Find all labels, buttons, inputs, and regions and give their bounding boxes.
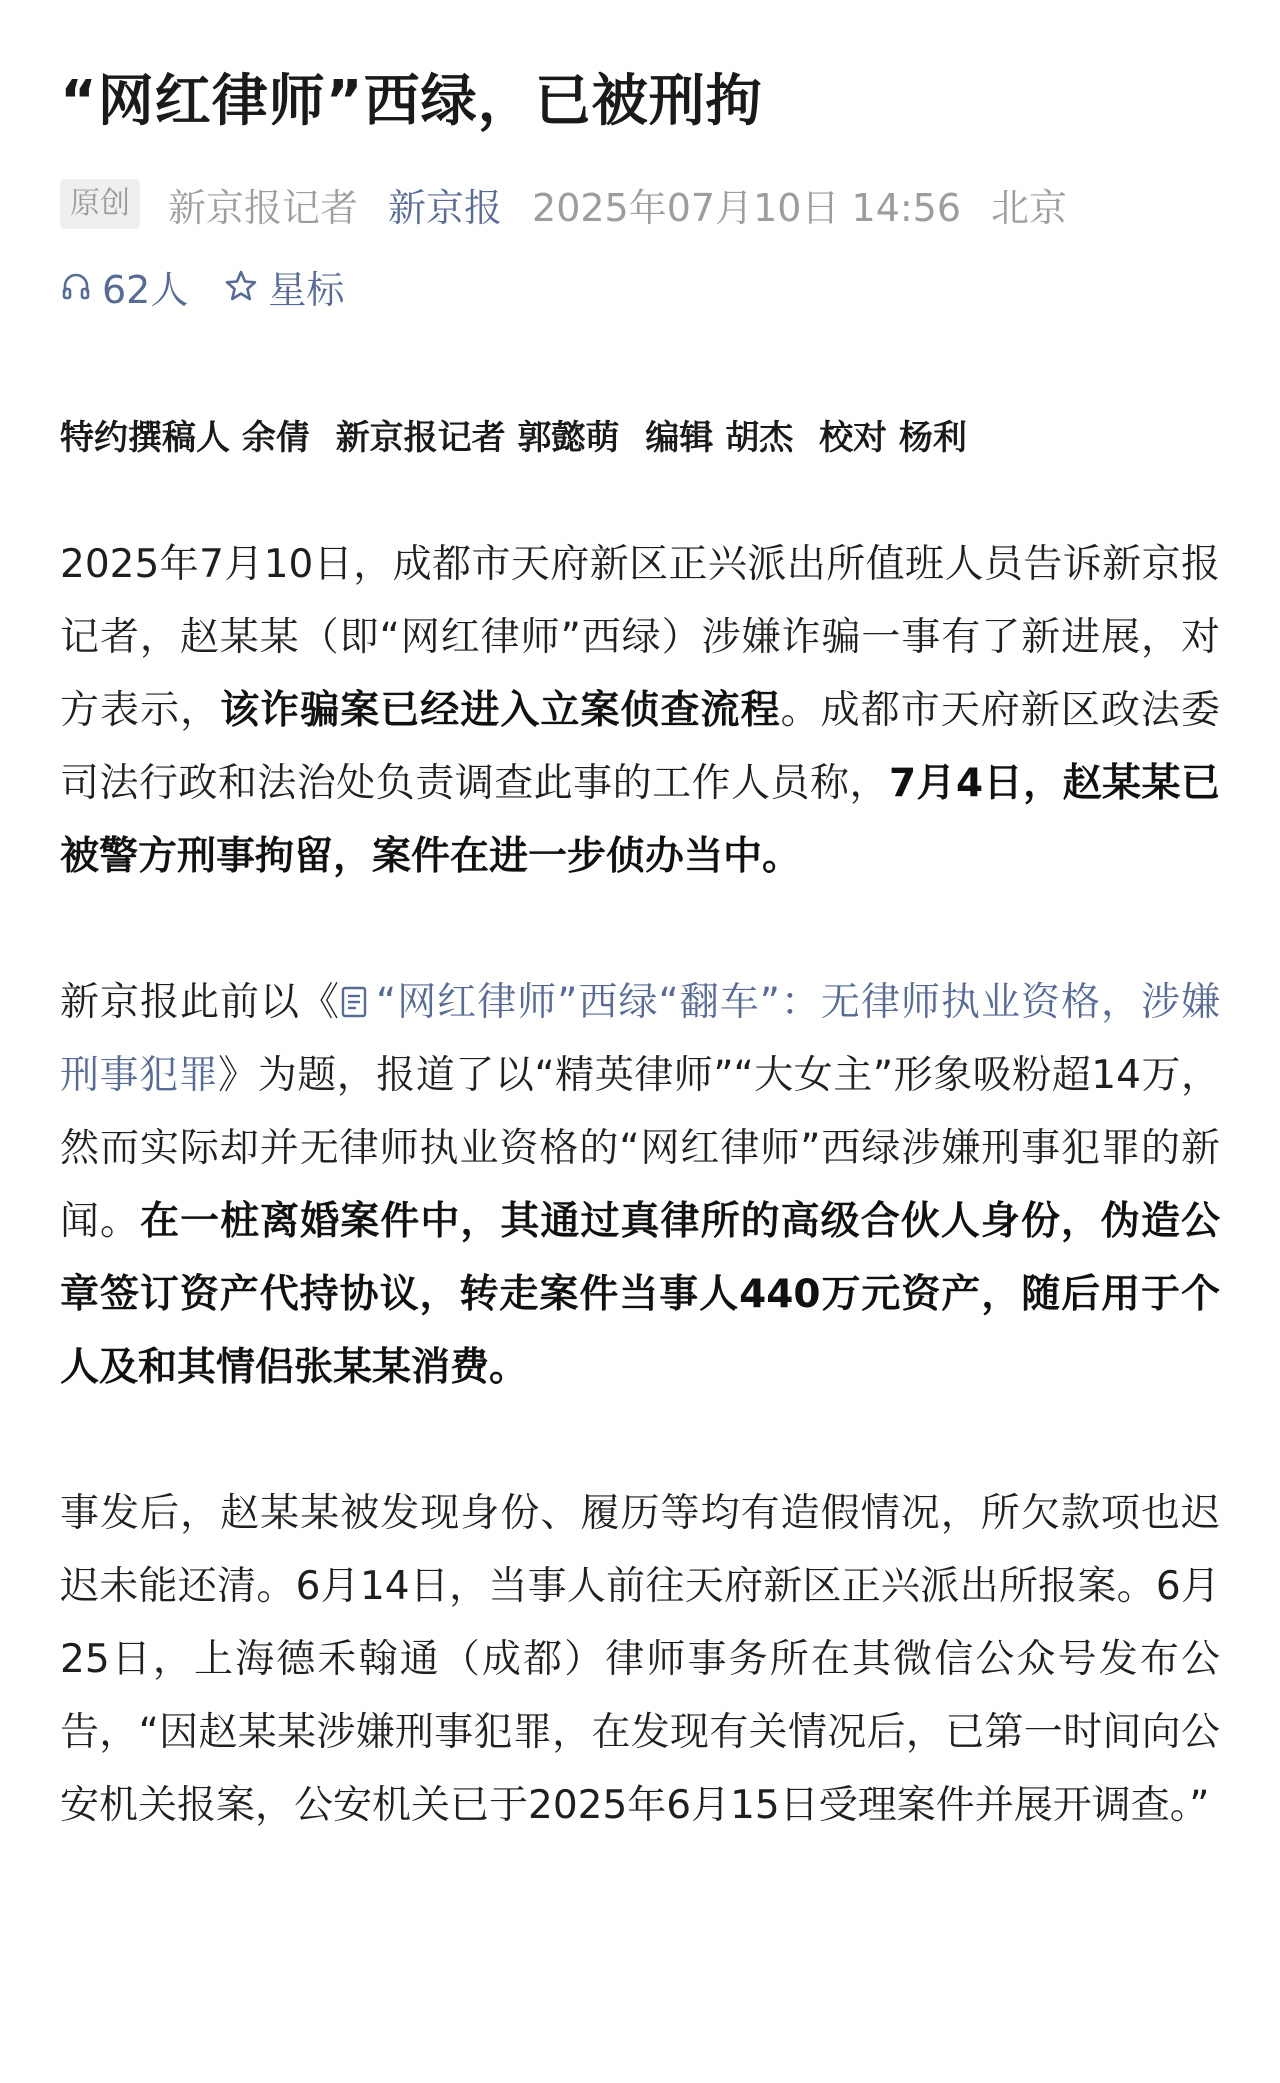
document-icon <box>340 985 370 1019</box>
paragraph-1-text-a: 2025年7月10日，成都市天府新区正兴派出所值班人员告诉新京报记者，赵某某（即“网红律师”西绿）涉嫌诈骗一事有了新进展，对方表示， <box>60 542 1220 733</box>
headphones-icon <box>60 270 92 302</box>
publish-date: 2025年07月10日 14:56 <box>532 185 962 230</box>
paragraph-2 <box>60 966 1220 1404</box>
listen-button[interactable] <box>60 259 188 314</box>
listeners-count: 62人 <box>102 267 189 312</box>
paragraph-1-text-b: 。成都市天府新区政法委司法行政和法治处负责调查此事的工作人员称， <box>60 688 1220 806</box>
article-credits <box>60 410 1220 466</box>
reporter-label: 新京报记者 <box>168 185 359 230</box>
paragraph-1-bold-a: 该诈骗案已经进入立案侦查流程 <box>220 688 781 733</box>
related-article-title: “网红律师”西绿“翻车”：无律师执业资格，涉嫌刑事犯罪 <box>60 980 1220 1098</box>
article-meta <box>60 176 1220 232</box>
paragraph-2-bold: 在一桩离婚案件中，其通过真律所的高级合伙人身份，伪造公章签订资产代持协议，转走案件当事人440万元资产，随后用于个人及和其情侣张某某消费。 <box>60 1199 1220 1390</box>
star-label: 星标 <box>268 267 345 312</box>
paragraph-3 <box>60 1477 1220 1842</box>
paragraph-2-text-a: 新京报此前以《 <box>60 980 341 1025</box>
paragraph-3-text: 事发后，赵某某被发现身份、履历等均有造假情况，所欠款项也迟迟未能还清。6月14日，当事人前往天府新区正兴派出所报案。6月25日，上海德禾翰通（成都）律师事务所在其微信公众号发布公告，“因赵某某涉嫌刑事犯罪，在发现有关情况后，已第一时间向公安机关报案，公安机关已于2025年6月15日受理案件并展开调查。” <box>60 1491 1220 1828</box>
article-stats <box>60 258 1220 314</box>
article-title: “网红律师”西绿，已被刑拘 <box>60 69 763 134</box>
article-body <box>60 528 1220 1842</box>
star-icon <box>224 269 258 303</box>
credit-editor: 编辑 胡杰 <box>645 418 794 458</box>
star-button[interactable] <box>224 259 344 314</box>
original-badge: 原创 <box>60 179 140 229</box>
publish-location: 北京 <box>991 185 1068 230</box>
credit-proofreader: 校对 杨利 <box>819 418 967 458</box>
paragraph-1 <box>60 528 1220 893</box>
credit-writer: 特约撰稿人 余倩 <box>60 418 310 458</box>
paragraph-2-text-b: 》为题，报道了以“精英律师”“大女主”形象吸粉超14万，然而实际却并无律师执业资格的“网红律师”西绿涉嫌刑事犯罪的新闻。 <box>60 1053 1220 1244</box>
source-account-link[interactable]: 新京报 <box>388 185 503 230</box>
credit-reporter: 新京报记者 郭懿萌 <box>335 418 620 458</box>
paragraph-1-bold-b: 7月4日，赵某某已被警方刑事拘留，案件在进一步侦办当中。 <box>60 761 1220 879</box>
